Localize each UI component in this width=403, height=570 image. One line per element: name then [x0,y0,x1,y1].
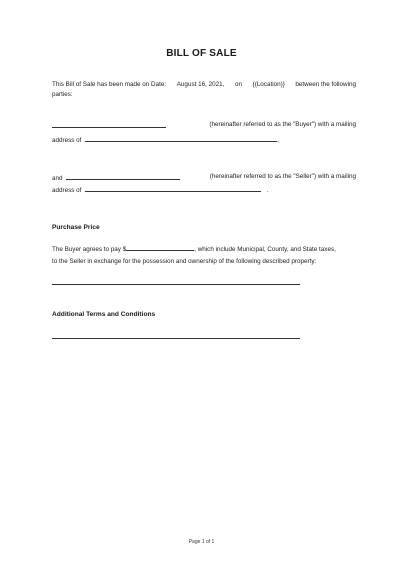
seller-and-label: and [52,175,63,182]
seller-name-blank[interactable] [66,173,180,180]
seller-address-end: . [266,187,269,194]
purchase-price-text-a: The Buyer agrees to pay $ [52,246,127,253]
intro-line-2: parties: [52,91,73,98]
seller-line [52,173,356,183]
property-description-blank[interactable] [52,284,300,285]
buyer-line [52,121,356,129]
intro-location: {(Location)} [252,81,285,88]
seller-address-label: address of [52,187,82,194]
purchase-price-line-1 [52,244,356,254]
terms-blank[interactable] [52,338,300,339]
purchase-price-heading: Purchase Price [52,224,100,231]
intro-line-1 [52,81,356,89]
page-number: Page 1 of 1 [188,539,215,545]
buyer-address-line [52,135,356,145]
purchase-price-line-2: to the Seller in exchange for the possession and ownership of the following described property: [52,258,317,265]
price-amount-blank[interactable] [126,244,194,251]
seller-address-blank[interactable] [85,185,261,192]
intro-text-1: This Bill of Sale has been made on Date: [52,81,167,88]
buyer-address-label: address of [52,137,82,144]
intro-date: August 16, 2021, [176,81,225,88]
seller-address-line [52,185,356,195]
buyer-referred-text: (hereinafter referred to as the "Buyer") with a mailing [209,121,356,128]
document-title: BILL OF SALE [166,48,237,59]
terms-heading: Additional Terms and Conditions [52,311,156,318]
buyer-address-end: , [277,137,279,144]
buyer-name-blank[interactable] [52,121,166,128]
purchase-price-text-b: , which include Municipal, County, and State taxes, [194,246,336,253]
intro-text-3: between the following [295,81,356,88]
intro-text-2: on [234,81,242,88]
seller-referred-text: (hereinafter referred to as the "Seller") with a mailing [209,173,356,180]
buyer-address-blank[interactable] [85,135,277,142]
